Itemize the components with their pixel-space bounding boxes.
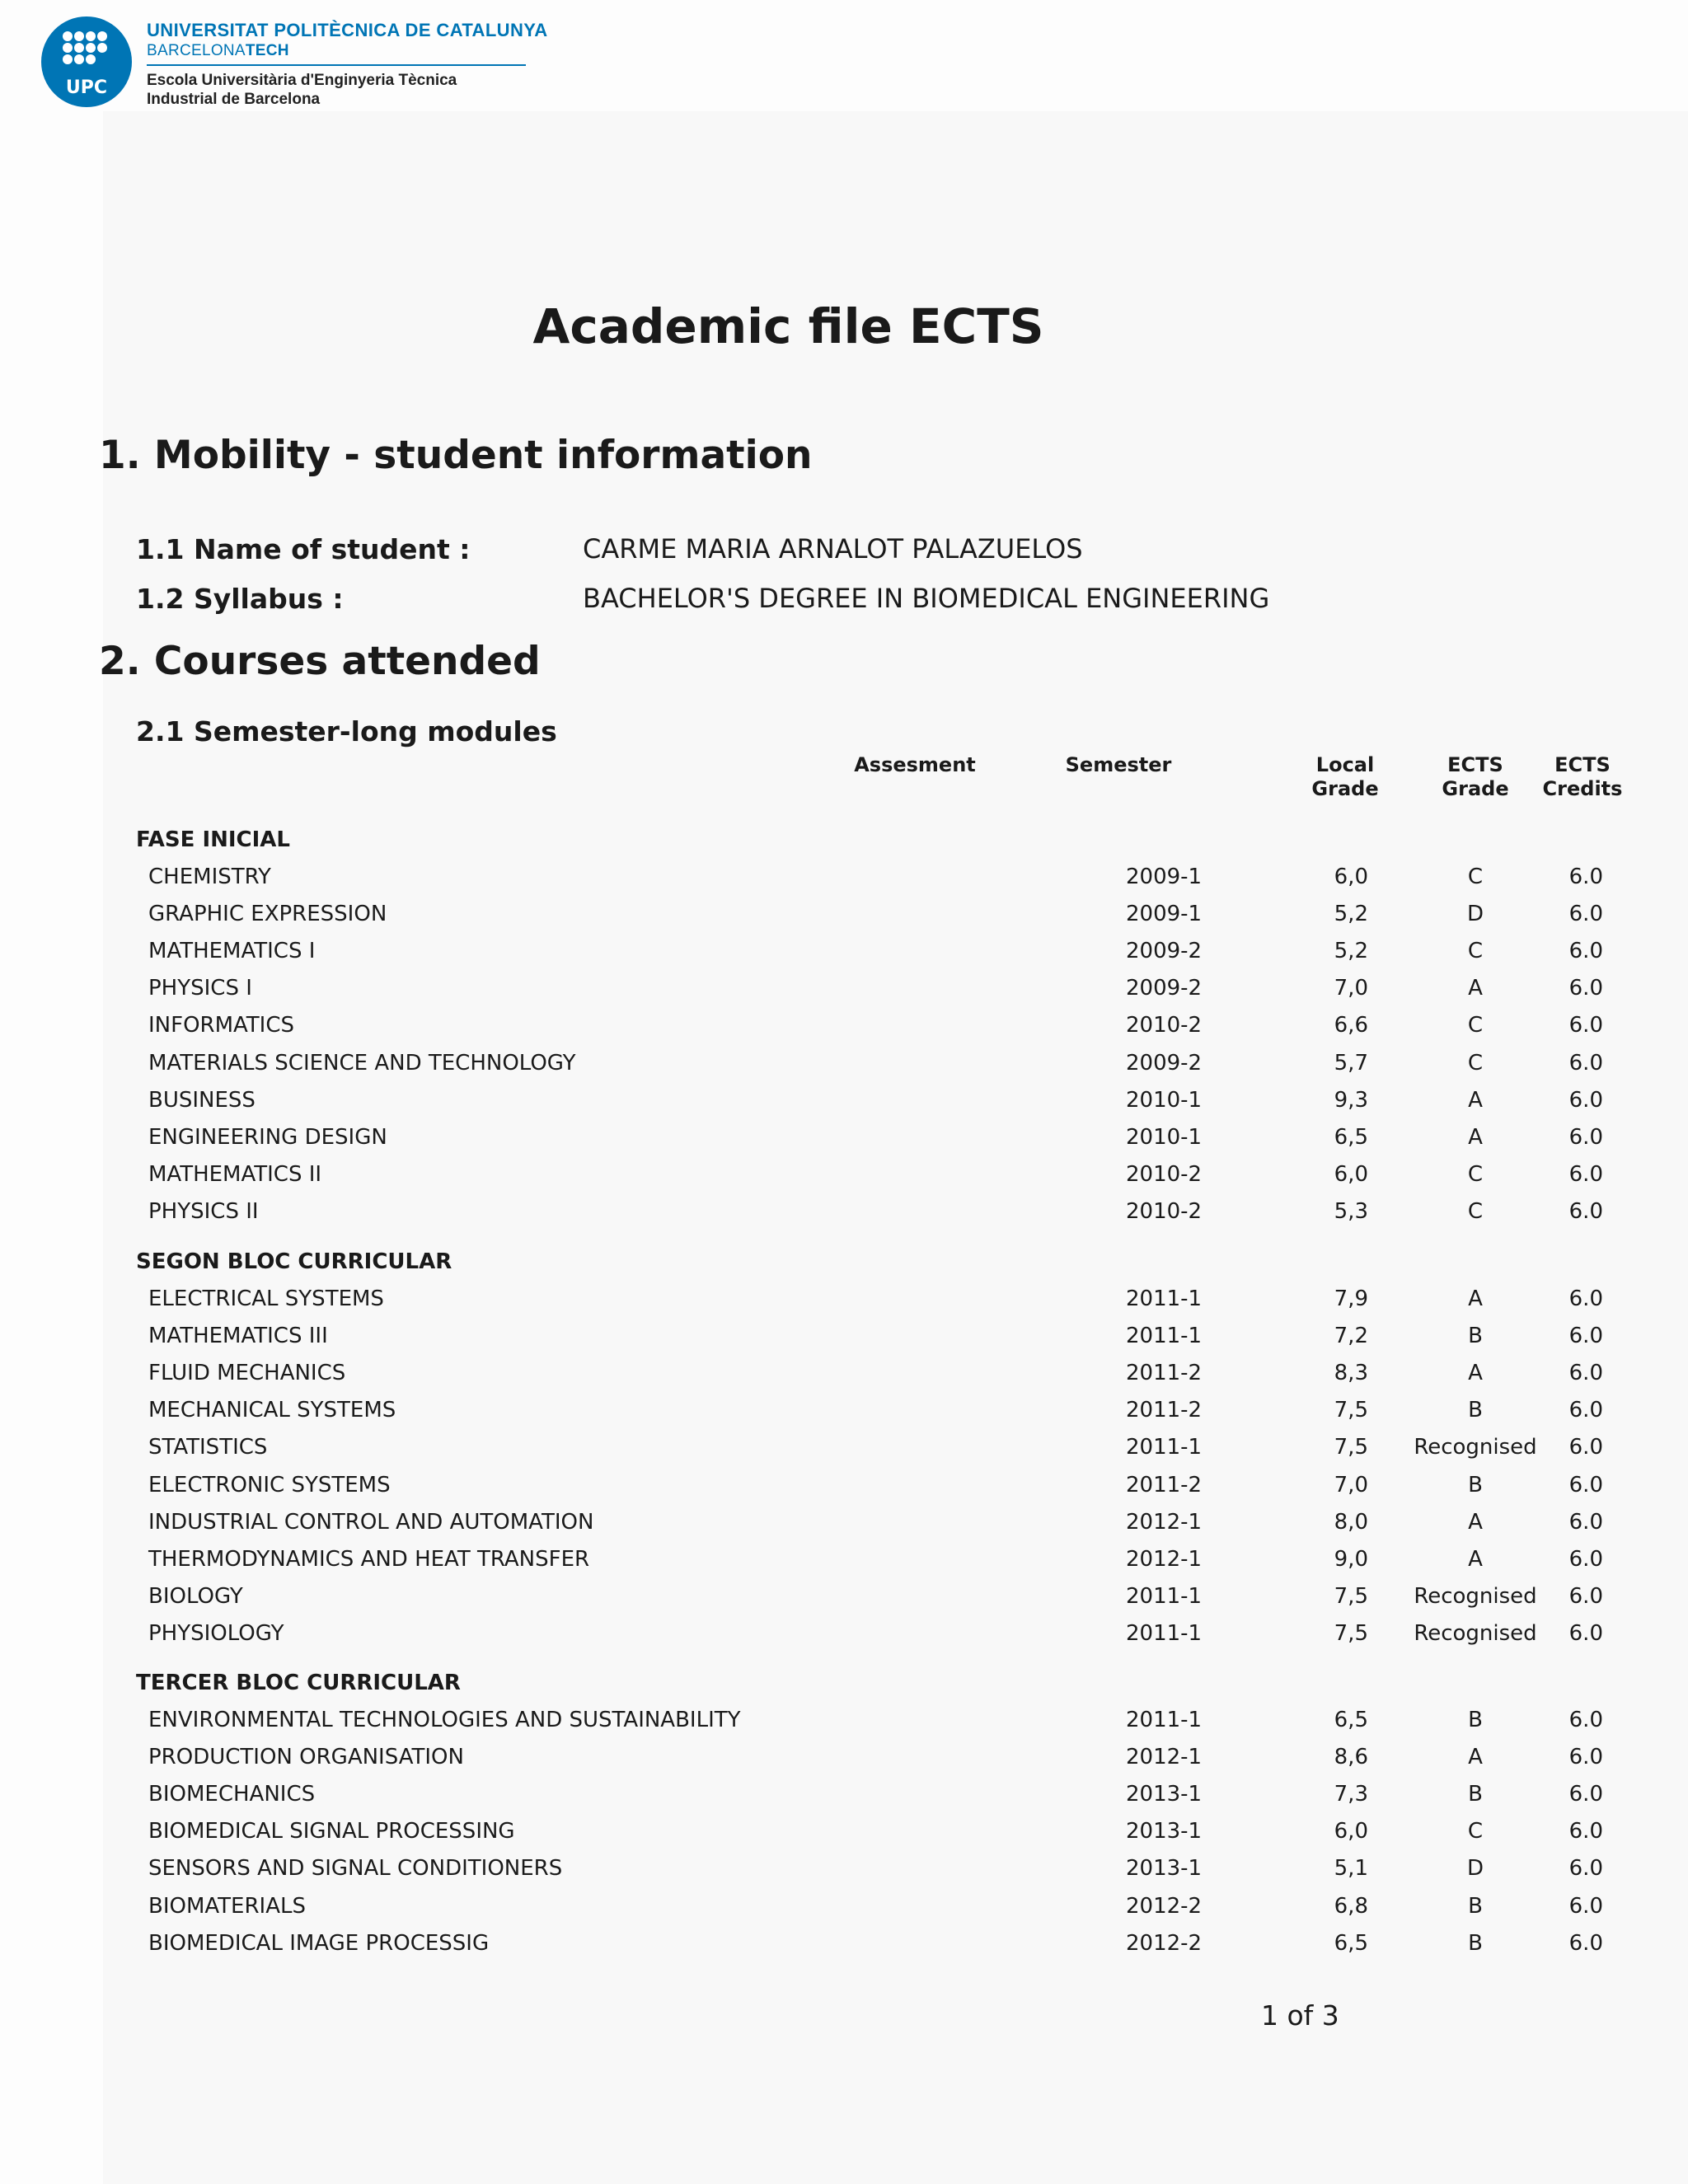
course-row [0,1125,1688,1162]
course-local-grade: 7,5 [1334,1435,1368,1460]
course-ects-credits: 6.0 [1568,1894,1603,1919]
logo-dot [86,31,96,41]
course-ects-grade: C [1467,1051,1484,1076]
course-local-grade: 7,2 [1334,1324,1368,1348]
course-semester: 2011-2 [1126,1361,1203,1385]
course-ects-grade: Recognised [1414,1435,1537,1460]
course-row [0,1894,1688,1931]
course-ects-credits: 6.0 [1568,939,1603,963]
course-ects-grade: B [1468,1324,1483,1348]
course-ects-grade: B [1468,1473,1483,1497]
logo-dot [74,31,84,41]
course-row [0,1162,1688,1199]
course-ects-credits: 6.0 [1568,1199,1603,1224]
course-semester: 2013-1 [1126,1856,1203,1881]
course-local-grade: 6,5 [1334,1708,1368,1732]
course-semester: 2009-2 [1126,939,1203,963]
course-ects-grade: B [1468,1894,1483,1919]
course-row [0,1708,1688,1745]
course-ects-grade: A [1468,1745,1483,1769]
course-ects-grade: B [1468,1931,1483,1956]
course-local-grade: 6,8 [1334,1894,1368,1919]
course-ects-credits: 6.0 [1568,865,1603,889]
logo-dot [74,54,84,64]
course-row [0,1856,1688,1893]
course-ects-credits: 6.0 [1568,976,1603,1001]
column-header-ects-grade-line1: ECTS [1447,753,1503,776]
course-name: MATHEMATICS III [148,1324,328,1348]
logo-dot [86,54,96,64]
course-ects-credits: 6.0 [1568,1782,1603,1807]
course-local-grade: 7,5 [1334,1584,1368,1609]
course-ects-credits: 6.0 [1568,902,1603,926]
course-ects-credits: 6.0 [1568,1162,1603,1187]
course-local-grade: 9,3 [1334,1088,1368,1113]
column-header-assessment: Assesment [854,753,976,776]
course-row [0,1088,1688,1125]
syllabus-value: BACHELOR'S DEGREE IN BIOMEDICAL ENGINEERING [583,583,1270,614]
student-name-value: CARME MARIA ARNALOT PALAZUELOS [583,533,1083,565]
course-row [0,865,1688,902]
course-semester: 2011-1 [1126,1621,1203,1646]
course-ects-credits: 6.0 [1568,1510,1603,1535]
course-local-grade: 7,9 [1334,1286,1368,1311]
course-ects-credits: 6.0 [1568,1051,1603,1076]
syllabus-label: 1.2 Syllabus : [136,583,344,615]
course-local-grade: 5,3 [1334,1199,1368,1224]
course-local-grade: 8,0 [1334,1510,1368,1535]
course-ects-credits: 6.0 [1568,1088,1603,1113]
semester-modules-subheading: 2.1 Semester-long modules [136,715,557,748]
logo-dot [74,43,84,53]
course-ects-credits: 6.0 [1568,1931,1603,1956]
course-semester: 2011-1 [1126,1324,1203,1348]
course-name: BUSINESS [148,1088,256,1113]
course-ects-grade: A [1468,1547,1483,1572]
course-semester: 2012-1 [1126,1547,1203,1572]
course-row [0,1819,1688,1856]
course-row [0,1324,1688,1361]
course-group-title: SEGON BLOC CURRICULAR [136,1249,452,1274]
course-name: CHEMISTRY [148,865,271,889]
upc-logo-icon [41,16,132,107]
course-row [0,1621,1688,1658]
column-header-ects-grade-line2: Grade [1442,777,1509,800]
course-local-grade: 7,5 [1334,1621,1368,1646]
course-row [0,1435,1688,1472]
course-name: INFORMATICS [148,1013,295,1038]
campus-name [147,42,289,60]
course-name: PRODUCTION ORGANISATION [148,1745,464,1769]
logo-dot [97,31,107,41]
course-local-grade: 6,5 [1334,1931,1368,1956]
course-semester: 2009-2 [1126,1051,1203,1076]
course-ects-credits: 6.0 [1568,1473,1603,1497]
course-semester: 2012-2 [1126,1931,1203,1956]
course-semester: 2009-1 [1126,865,1203,889]
course-semester: 2011-1 [1126,1584,1203,1609]
course-ects-grade: C [1467,1162,1484,1187]
course-name: ELECTRONIC SYSTEMS [148,1473,391,1497]
course-ects-credits: 6.0 [1568,1125,1603,1150]
column-header-ects-credits-line1: ECTS [1554,753,1611,776]
course-row [0,1361,1688,1398]
course-local-grade: 5,2 [1334,939,1368,963]
course-row [0,1510,1688,1547]
course-local-grade: 8,3 [1334,1361,1368,1385]
course-row [0,1286,1688,1324]
logo-dot [86,43,96,53]
course-row [0,1931,1688,1968]
course-ects-grade: A [1468,976,1483,1001]
course-local-grade: 6,0 [1334,1162,1368,1187]
course-name: STATISTICS [148,1435,268,1460]
course-ects-credits: 6.0 [1568,1621,1603,1646]
course-ects-credits: 6.0 [1568,1856,1603,1881]
course-local-grade: 6,0 [1334,865,1368,889]
course-semester: 2013-1 [1126,1819,1203,1844]
course-ects-grade: C [1467,939,1484,963]
course-row [0,1398,1688,1435]
course-local-grade: 9,0 [1334,1547,1368,1572]
course-ects-credits: 6.0 [1568,1398,1603,1422]
course-ects-grade: D [1466,902,1484,926]
course-name: MATHEMATICS II [148,1162,322,1187]
course-ects-credits: 6.0 [1568,1324,1603,1348]
document-title: Academic file ECTS [532,298,1044,354]
course-name: PHYSICS I [148,976,252,1001]
course-row [0,976,1688,1013]
logo-dot [63,43,73,53]
course-local-grade: 7,5 [1334,1398,1368,1422]
course-ects-credits: 6.0 [1568,1286,1603,1311]
course-name: SENSORS AND SIGNAL CONDITIONERS [148,1856,563,1881]
course-semester: 2011-1 [1126,1708,1203,1732]
course-semester: 2009-2 [1126,976,1203,1001]
course-ects-grade: B [1468,1708,1483,1732]
course-semester: 2010-1 [1126,1088,1203,1113]
course-group-title: FASE INICIAL [136,827,290,852]
course-ects-grade: Recognised [1414,1621,1537,1646]
course-name: PHYSICS II [148,1199,259,1224]
course-ects-credits: 6.0 [1568,1745,1603,1769]
course-name: BIOMEDICAL SIGNAL PROCESSING [148,1819,515,1844]
course-semester: 2011-1 [1126,1435,1203,1460]
course-row [0,1584,1688,1621]
course-semester: 2010-2 [1126,1013,1203,1038]
logo-mark-text: UPC [65,77,108,98]
course-ects-credits: 6.0 [1568,1547,1603,1572]
course-ects-grade: A [1468,1510,1483,1535]
course-name: ELECTRICAL SYSTEMS [148,1286,384,1311]
course-local-grade: 6,0 [1334,1819,1368,1844]
course-row [0,1782,1688,1819]
campus-name-b: TECH [245,42,289,59]
course-ects-credits: 6.0 [1568,1013,1603,1038]
course-local-grade: 8,6 [1334,1745,1368,1769]
course-semester: 2010-1 [1126,1125,1203,1150]
course-row [0,939,1688,976]
course-semester: 2010-2 [1126,1162,1203,1187]
course-ects-credits: 6.0 [1568,1435,1603,1460]
course-ects-grade: A [1468,1088,1483,1113]
course-name: PHYSIOLOGY [148,1621,284,1646]
course-name: BIOMEDICAL IMAGE PROCESSIG [148,1931,490,1956]
section-mobility-heading: 1. Mobility - student information [99,433,813,478]
course-row [0,1199,1688,1236]
course-ects-credits: 6.0 [1568,1708,1603,1732]
course-ects-credits: 6.0 [1568,1819,1603,1844]
course-name: INDUSTRIAL CONTROL AND AUTOMATION [148,1510,594,1535]
course-local-grade: 6,6 [1334,1013,1368,1038]
logo-dot [97,43,107,53]
course-ects-grade: A [1468,1361,1483,1385]
school-name-line1: Escola Universitària d'Enginyeria Tècnica [147,72,457,89]
page-number: 1 of 3 [1261,1999,1339,2032]
section-courses-heading: 2. Courses attended [99,639,541,684]
course-semester: 2012-1 [1126,1745,1203,1769]
course-row [0,1745,1688,1782]
school-name [147,71,457,109]
course-semester: 2013-1 [1126,1782,1203,1807]
course-ects-grade: C [1467,1199,1484,1224]
course-name: MATHEMATICS I [148,939,316,963]
course-name: MATERIALS SCIENCE AND TECHNOLOGY [148,1051,576,1076]
column-header-ects-grade [1426,753,1525,801]
course-ects-grade: B [1468,1398,1483,1422]
course-row [0,1051,1688,1088]
column-header-local-grade-line2: Grade [1311,777,1379,800]
course-name: BIOMECHANICS [148,1782,316,1807]
column-header-ects-credits [1533,753,1632,801]
university-name: UNIVERSITAT POLITÈCNICA DE CATALUNYA [147,20,548,40]
course-semester: 2011-2 [1126,1398,1203,1422]
course-semester: 2012-1 [1126,1510,1203,1535]
logo-dot-grid [64,28,109,73]
logo-dot [63,54,73,64]
course-name: MECHANICAL SYSTEMS [148,1398,396,1422]
course-name: THERMODYNAMICS AND HEAT TRANSFER [148,1547,590,1572]
course-ects-grade: A [1468,1125,1483,1150]
course-ects-grade: B [1468,1782,1483,1807]
school-name-line2: Industrial de Barcelona [147,91,321,108]
course-local-grade: 7,3 [1334,1782,1368,1807]
course-ects-credits: 6.0 [1568,1361,1603,1385]
course-local-grade: 7,0 [1334,1473,1368,1497]
course-local-grade: 5,1 [1334,1856,1368,1881]
course-semester: 2011-2 [1126,1473,1203,1497]
course-name: FLUID MECHANICS [148,1361,346,1385]
column-header-ects-credits-line2: Credits [1542,777,1623,800]
campus-name-a: BARCELONA [147,42,246,59]
course-local-grade: 5,7 [1334,1051,1368,1076]
logo-dot [63,31,73,41]
course-local-grade: 6,5 [1334,1125,1368,1150]
course-local-grade: 7,0 [1334,976,1368,1001]
course-ects-grade: C [1467,1013,1484,1038]
course-name: BIOLOGY [148,1584,243,1609]
course-row [0,1473,1688,1510]
course-ects-grade: C [1467,1819,1484,1844]
course-semester: 2010-2 [1126,1199,1203,1224]
course-name: ENVIRONMENTAL TECHNOLOGIES AND SUSTAINABILITY [148,1708,741,1732]
course-name: ENGINEERING DESIGN [148,1125,387,1150]
course-ects-credits: 6.0 [1568,1584,1603,1609]
course-ects-grade: D [1466,1856,1484,1881]
course-semester: 2012-2 [1126,1894,1203,1919]
university-logo [41,16,552,115]
column-header-local-grade-line1: Local [1315,753,1375,776]
course-local-grade: 5,2 [1334,902,1368,926]
course-row [0,1013,1688,1050]
course-name: GRAPHIC EXPRESSION [148,902,387,926]
column-header-semester: Semester [1065,753,1172,776]
course-group-title: TERCER BLOC CURRICULAR [136,1671,461,1695]
course-row [0,902,1688,939]
course-row [0,1547,1688,1584]
course-ects-grade: A [1468,1286,1483,1311]
course-ects-grade: Recognised [1414,1584,1537,1609]
course-name: BIOMATERIALS [148,1894,306,1919]
course-ects-grade: C [1467,865,1484,889]
student-name-label: 1.1 Name of student : [136,533,471,565]
course-semester: 2011-1 [1126,1286,1203,1311]
course-semester: 2009-1 [1126,902,1203,926]
logo-divider [147,64,526,66]
column-header-local-grade [1296,753,1395,801]
